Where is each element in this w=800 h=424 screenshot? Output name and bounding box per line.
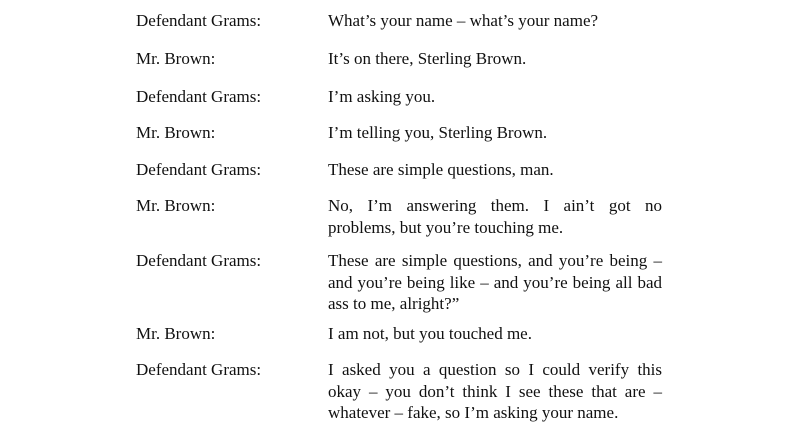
speech-text: It’s on there, Sterling Brown.: [328, 49, 527, 68]
speech-text: I’m telling you, Sterling Brown.: [328, 123, 548, 142]
speaker-name: Mr. Brown:: [136, 196, 216, 215]
speech-text: I am not, but you touched me.: [328, 324, 532, 343]
speech-text: I’m asking you.: [328, 87, 436, 106]
speech-text: No, I’m answering them. I ain’t got no problems, but you’re touching me.: [328, 196, 662, 237]
speaker-name: Mr. Brown:: [136, 49, 216, 68]
speech-text: These are simple questions, man.: [328, 160, 554, 179]
speech-text: I asked you a question so I could verify this okay – you don’t think I see these that are – whatever – fake, so I’m asking your name.: [328, 360, 662, 422]
speaker-name: Defendant Grams:: [136, 11, 262, 30]
speaker-name: Mr. Brown:: [136, 324, 216, 343]
speaker-name: Mr. Brown:: [136, 123, 216, 142]
speaker-name: Defendant Grams:: [136, 87, 262, 106]
speaker-name: Defendant Grams:: [136, 160, 262, 179]
speaker-name: Defendant Grams:: [136, 360, 262, 379]
speech-text: What’s your name – what’s your name?: [328, 11, 599, 30]
speech-text: These are simple questions, and you’re being – and you’re being like – and you’re being all bad ass to me, alright?”: [328, 251, 662, 313]
speaker-name: Defendant Grams:: [136, 251, 262, 270]
